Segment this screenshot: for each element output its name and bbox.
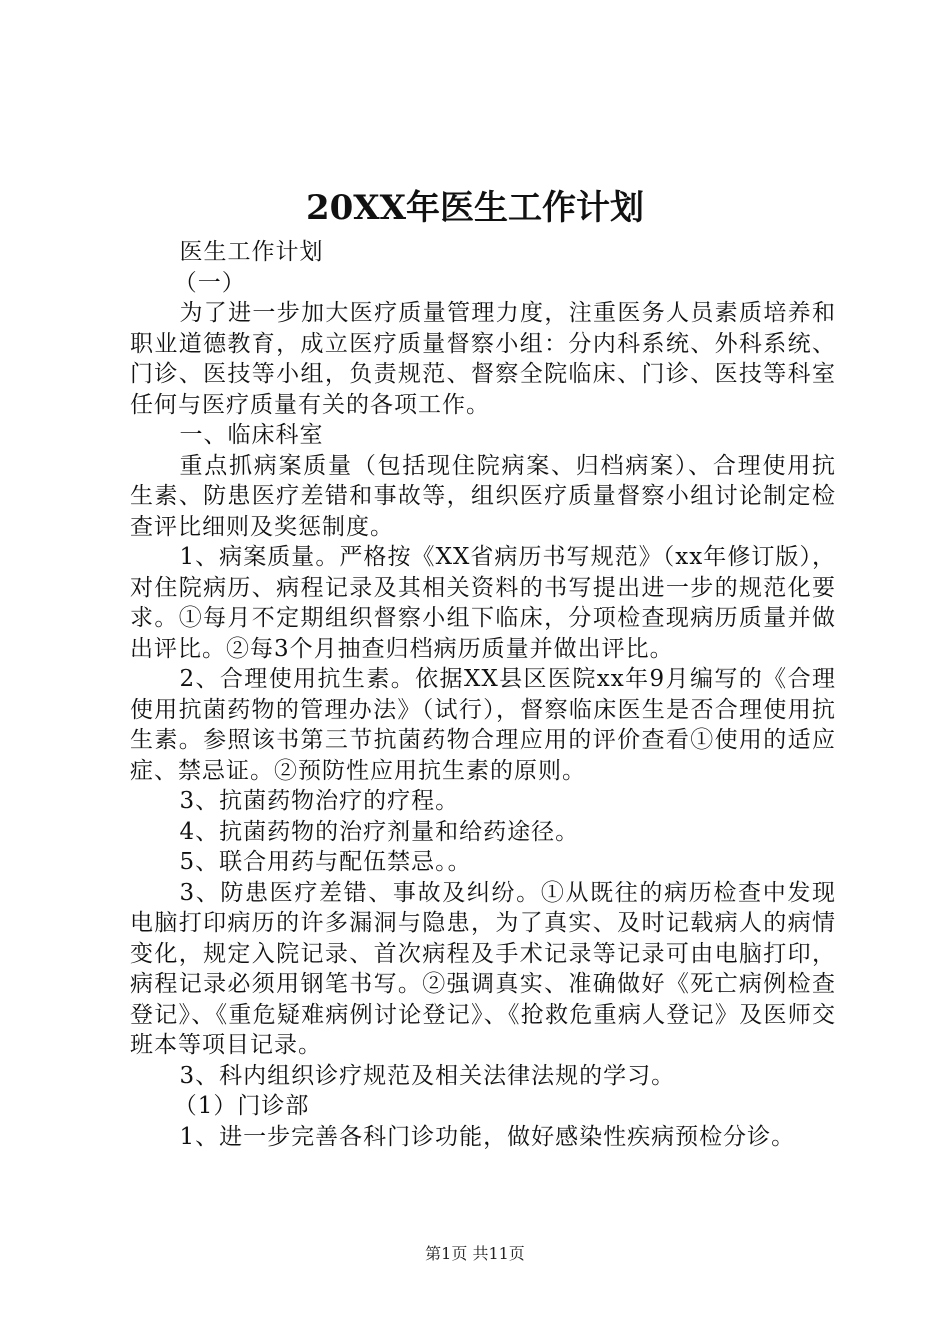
paragraph: 3、抗菌药物治疗的疗程。 [179, 788, 460, 814]
paragraph: （一） [173, 269, 246, 296]
paragraph: 1、病案质量。严格按《XX省病历书写规范》（xx年修订版），对住院病历、病程记录及其相关资料的书写提出进一步的规范化要求。①每月不定期组织督察小组下临床，分项检查现病历质量并做出评比。②每3个月抽查归档病历质量并做出评比。 [130, 544, 836, 662]
paragraph: 重点抓病案质量（包括现住院病案、归档病案）、合理使用抗生素、防患医疗差错和事故等，组织医疗质量督察小组讨论制定检查评比细则及奖惩制度。 [130, 452, 836, 540]
paragraph: 2、合理使用抗生素。依据XX县区医院xx年9月编写的《合理使用抗菌药物的管理办法》（试行），督察临床医生是否合理使用抗生素。参照该书第三节抗菌药物合理应用的评价查看①使用的适应症、禁忌证。②预防性应用抗生素的原则。 [130, 666, 836, 784]
paragraph: 3、科内组织诊疗规范及相关法律法规的学习。 [179, 1062, 676, 1089]
page-number: 第1页 共11页 [425, 1244, 525, 1263]
document-title: 20XX年医生工作计划 [305, 188, 645, 228]
paragraph: 3、防患医疗差错、事故及纠纷。①从既往的病历检查中发现电脑打印病历的许多漏洞与隐患，为了真实、及时记载病人的病情变化，规定入院记录、首次病程及手术记录等记录可由电脑打印，病程记录必须用钢笔书写。②强调真实、准确做好《死亡病例检查登记》、《重危疑难病例讨论登记》、《抢救危重病人登记》及医师交班本等项目记录。 [130, 879, 836, 1058]
paragraph: 5、联合用药与配伍禁忌。。 [179, 849, 472, 875]
section-heading: （1）门诊部 [173, 1093, 310, 1119]
paragraph: 1、进一步完善各科门诊功能，做好感染性疾病预检分诊。 [179, 1123, 796, 1150]
paragraph: 为了进一步加大医疗质量管理力度，注重医务人员素质培养和职业道德教育，成立医疗质量督察小组：分内科系统、外科系统、门诊、医技等小组，负责规范、督察全院临床、门诊、医技等科室任何与医疗质量有关的各项工作。 [130, 300, 836, 418]
paragraph: 4、抗菌药物的治疗剂量和给药途径。 [179, 818, 580, 845]
section-heading: 一、临床科室 [179, 422, 324, 448]
document-body [130, 237, 836, 1152]
paragraph: 医生工作计划 [179, 239, 324, 265]
